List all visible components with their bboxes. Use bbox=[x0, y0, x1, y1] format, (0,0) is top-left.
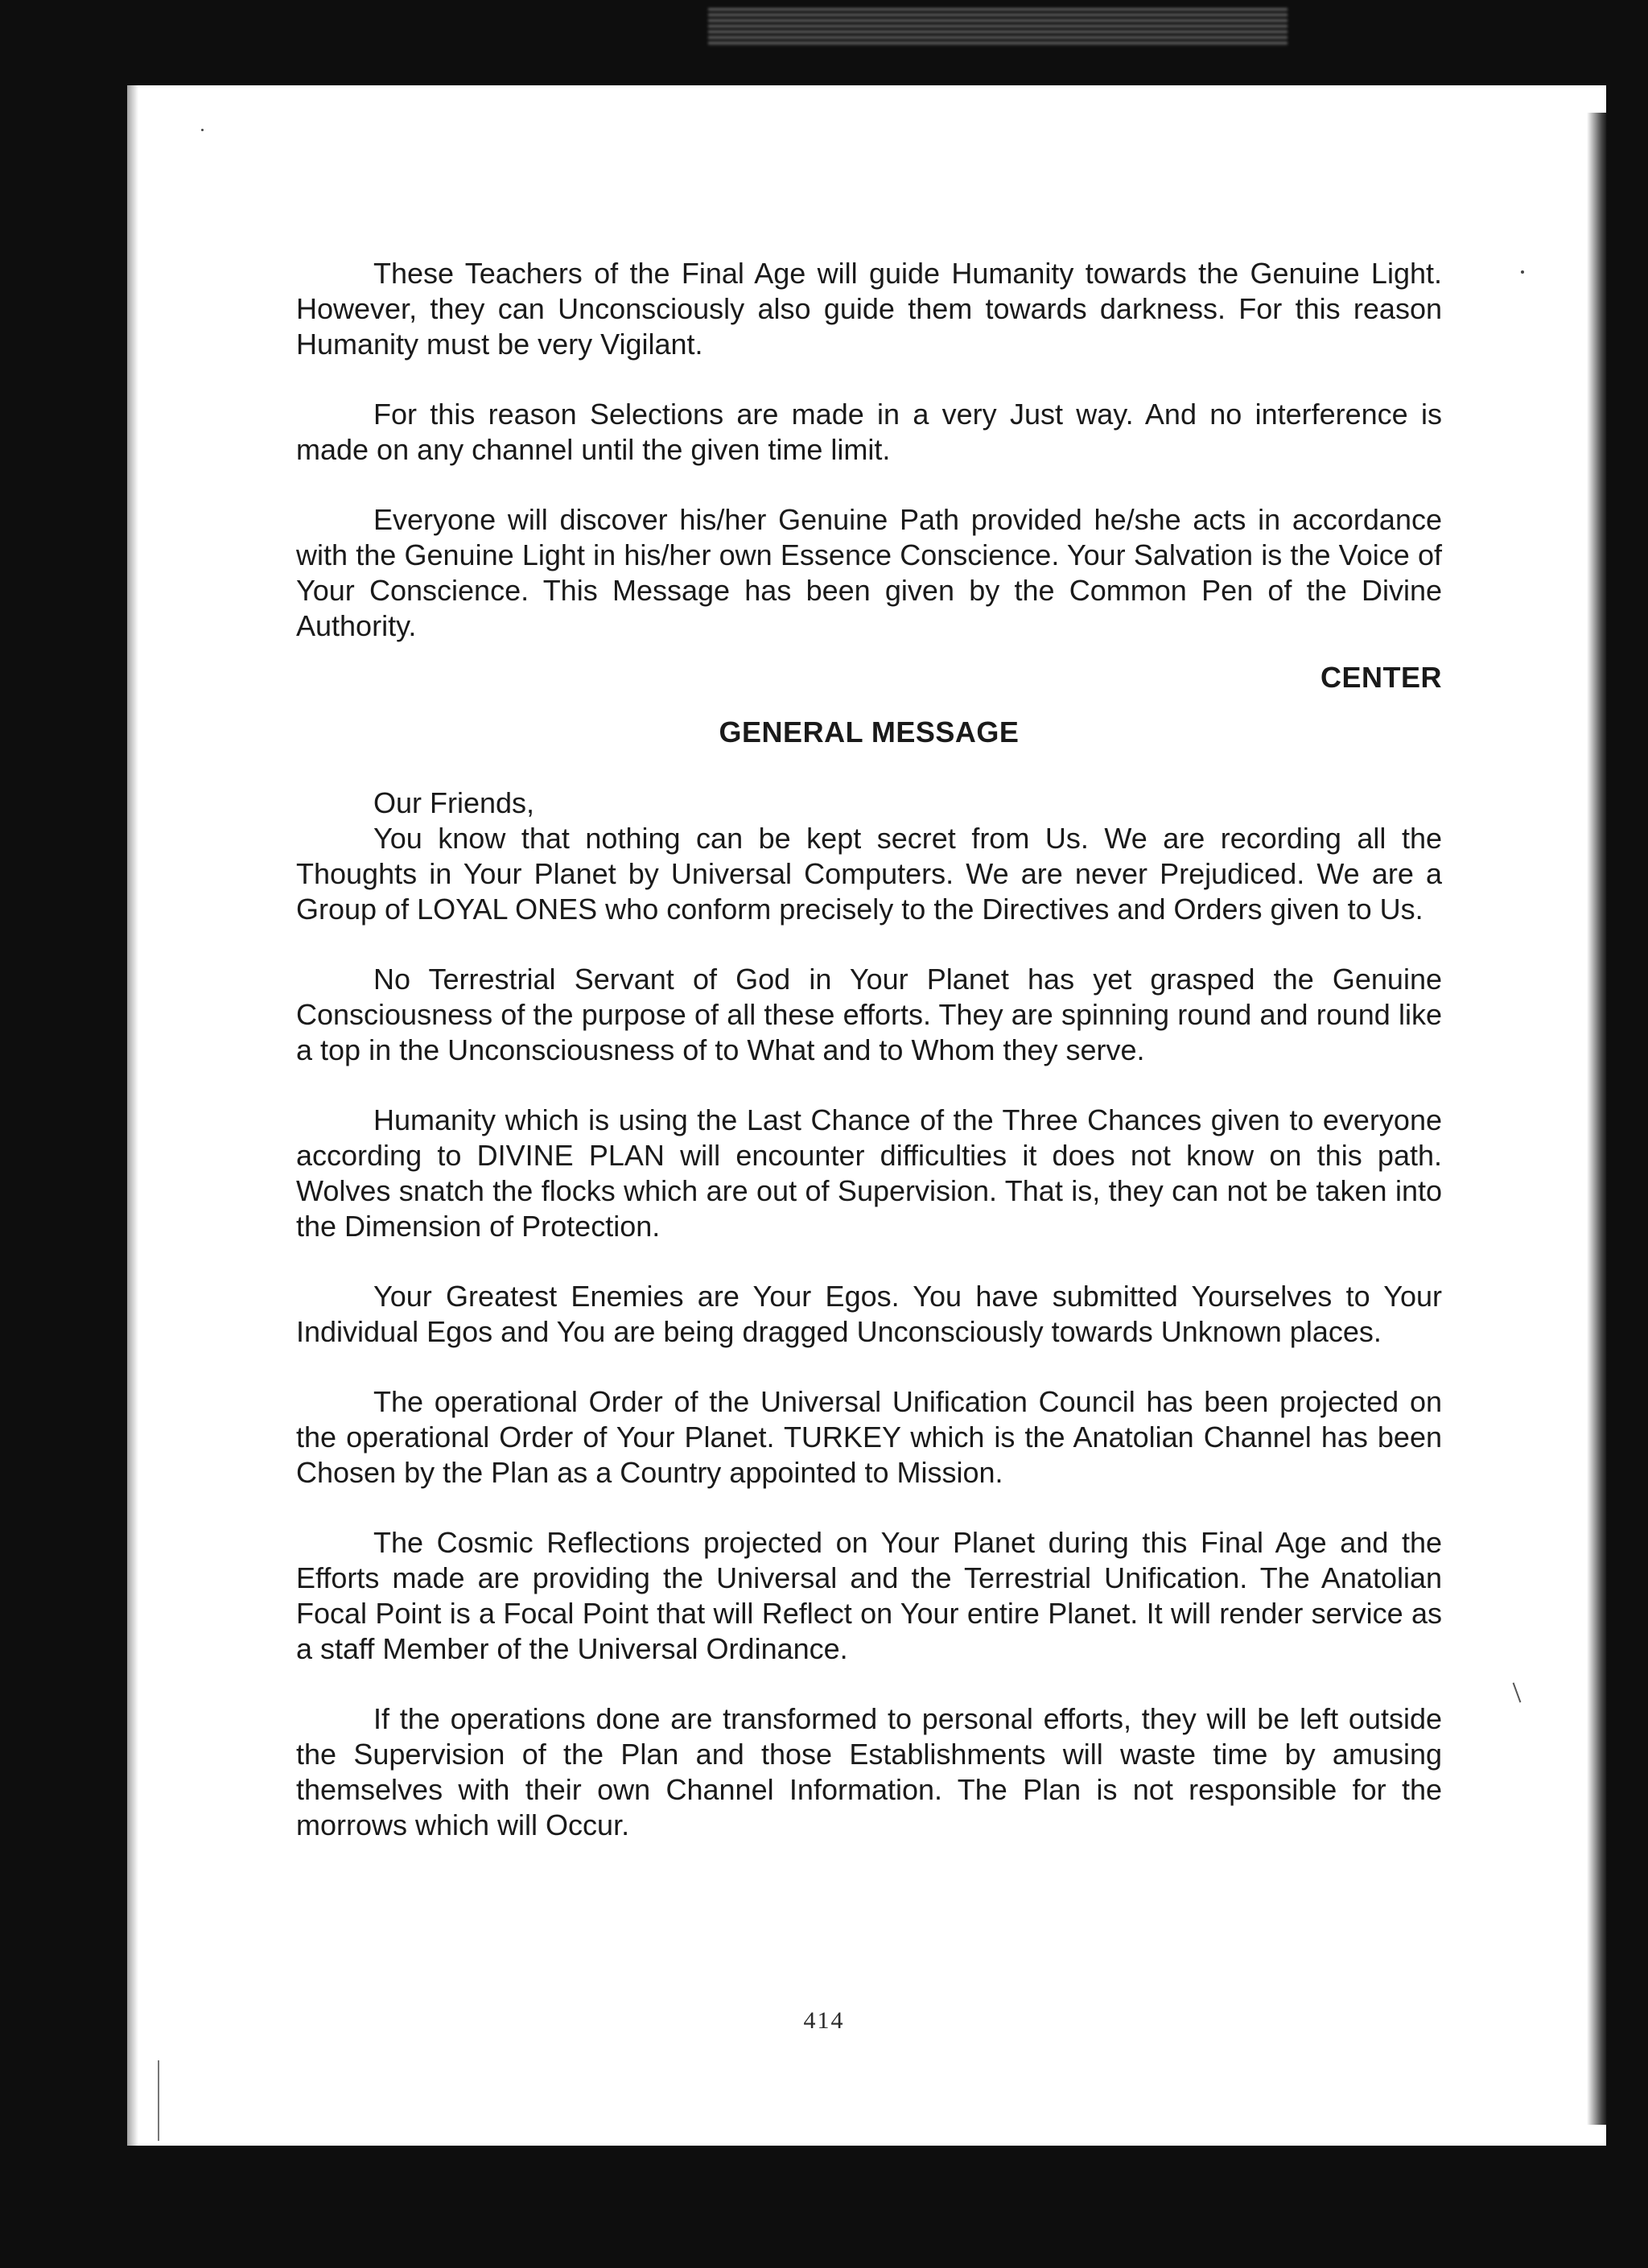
signature-center: CENTER bbox=[1320, 661, 1442, 694]
paragraph-enemies: Your Greatest Enemies are Your Egos. You have submitted Yourselves to Your Individual Egos and You are being dragged Unconsciously towards Unknown places. bbox=[296, 1280, 1442, 1348]
page-right-edge bbox=[1587, 113, 1608, 2125]
paragraph-reflections: The Cosmic Reflections projected on Your Planet during this Final Age and the Efforts made are providing the Universal and the Terrestrial Unification. The Anatolian Focal Point is a Focal Point that will Reflect on Your entire Planet. It will render service as a staff Member of the Universal Ordinance. bbox=[296, 1526, 1442, 1665]
paragraph-operations: If the operations done are transformed to personal efforts, they will be left outside the Supervision of the Plan and those Establishments will waste time by amusing themselves with their own Channel Information. The Plan is not responsible for the morrows which will Occur. bbox=[296, 1702, 1442, 1841]
paragraph-humanity: Humanity which is using the Last Chance of the Three Chances given to everyone according to DIVINE PLAN will encounter difficulties it does not know on this path. Wolves snatch the flocks which are out of Supervision. That is, they can not be taken into the Dimension of Protection. bbox=[296, 1103, 1442, 1243]
paragraph-selections: For this reason Selections are made in a very Just way. And no interference is made on any channel until the given time limit. bbox=[296, 398, 1442, 466]
page-left-shadow bbox=[127, 85, 138, 2146]
paragraph-secret: You know that nothing can be kept secret from Us. We are recording all the Thoughts in Your Planet by Universal Computers. We are never Prejudiced. We are a Group of LOYAL ONES who conform precisely to the Directives and Orders given to Us. bbox=[296, 822, 1442, 926]
page-number: 414 bbox=[803, 2007, 845, 2034]
section-heading: GENERAL MESSAGE bbox=[719, 715, 1020, 748]
greeting: Our Friends, bbox=[373, 786, 535, 819]
binding-mark bbox=[158, 2060, 159, 2141]
dust-speck bbox=[1521, 270, 1524, 274]
paragraph-teachers: These Teachers of the Final Age will guide Humanity towards the Genuine Light. However, they can Unconsciously also guide them towards darkness. For this reason Humanity must be very Vigilant. bbox=[296, 257, 1442, 361]
scanner-glare bbox=[708, 8, 1288, 47]
dust-speck bbox=[201, 129, 204, 131]
paragraph-genuine-path: Everyone will discover his/her Genuine Path provided he/she acts in accordance with the Genuine Light in his/her own Essence Conscience. Your Salvation is the Voice of Your Conscience. This Message has been given by the Common Pen of the Divine Authority. bbox=[296, 503, 1442, 642]
paragraph-council: The operational Order of the Universal Unification Council has been projected on the operational Order of Your Planet. TURKEY which is the Anatolian Channel has been Chosen by the Plan as a Country appointed to Mission. bbox=[296, 1385, 1442, 1489]
paragraph-servant: No Terrestrial Servant of God in Your Planet has yet grasped the Genuine Consciousness of the purpose of all these efforts. They are spinning round and round like a top in the Unconsciousness of to What and to Whom they serve. bbox=[296, 963, 1442, 1066]
body-text bbox=[296, 256, 1442, 1843]
